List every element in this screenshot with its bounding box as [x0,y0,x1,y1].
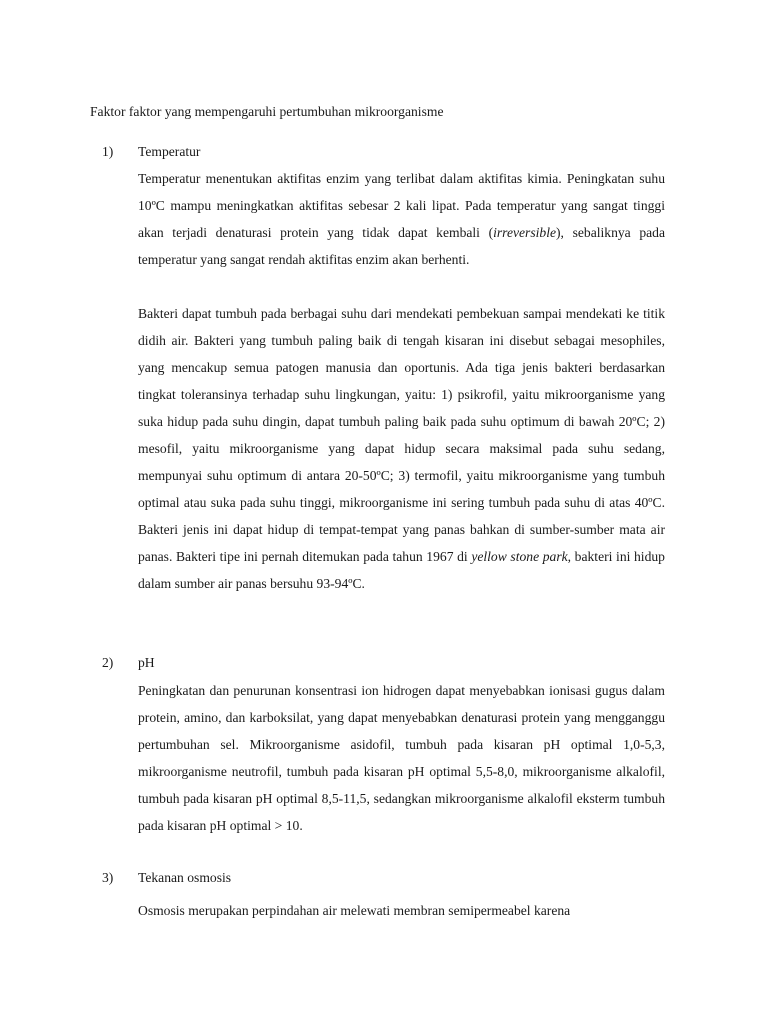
document-title: Faktor faktor yang mempengaruhi pertumbuhan mikroorganisme [90,104,444,119]
paragraph-text: , bakteri ini hidup dalam sumber air panas bersuhu 93-94ºC. [138,549,665,591]
section-heading-tekanan-osmosis: Tekanan osmosis [138,870,232,885]
section-heading-ph: pH [138,655,155,670]
section-heading-temperatur: Temperatur [138,144,201,159]
section-number-3: 3) [102,870,114,885]
paragraph-text: Bakteri dapat tumbuh pada berbagai suhu dari mendekati pembekuan sampai mendekati ke titik didih air. Bakteri yang tumbuh paling baik di tengah kisaran ini disebut sebagai mesophiles, yang mencakup semua patogen manusia dan oportunis. Ada tiga jenis bakteri berdasarkan tingkat toleransinya terhadap suhu lingkungan, yaitu: 1) psikrofil, yaitu mikroorganisme yang suka hidup pada suhu dingin, dapat tumbuh paling baik pada suhu optimum di bawah 20ºC; 2) mesofil, yaitu mikroorganisme yang dapat hidup secara maksimal pada suhu sedang, mempunyai suhu optimum di antara 20-50ºC; 3) termofil, yaitu mikroorganisme yang tumbuh optimal atau suka pada suhu tinggi, mikroorganisme ini sering tumbuh pada suhu di atas 40ºC. Bakteri jenis ini dapat hidup di tempat-tempat yang panas bahkan di sumber-sumber mata air panas. Bakteri tipe ini pernah ditemukan pada tahun 1967 di [138,306,665,564]
section-number-1: 1) [102,144,114,159]
section-number-2: 2) [102,655,114,670]
paragraph-ph: Peningkatan dan penurunan konsentrasi ion hidrogen dapat menyebabkan ionisasi gugus dalam protein, amino, dan karboksilat, yang dapat menyebabkan denaturasi protein yang mengganggu pertumbuhan sel. Mikroorganisme asidofil, tumbuh pada kisaran pH optimal 1,0-5,3, mikroorganisme neutrofil, tumbuh pada kisaran pH optimal 5,5-8,0, mikroorganisme alkalofil, tumbuh pada kisaran pH optimal 8,5-11,5, sedangkan mikroorganisme alkalofil eksterm tumbuh pada kisaran pH optimal > 10. [138,683,665,833]
italic-term-yellow-stone-park: yellow stone park [471,549,568,564]
paragraph-osmosis: Osmosis merupakan perpindahan air melewati membran semipermeabel karena [138,903,571,918]
paragraph-temperatur-bakteri [138,300,665,597]
italic-term-irreversible: irreversible [493,225,557,240]
paragraph-text: ), sebaliknya pada temperatur yang sangat rendah aktifitas enzim akan berhenti. [138,225,665,267]
paragraph-temperatur-enzim [138,165,665,273]
paragraph-text: Temperatur menentukan aktifitas enzim yang terlibat dalam aktifitas kimia. Peningkatan suhu 10ºC mampu meningkatkan aktifitas sebesar 2 kali lipat. Pada temperatur yang sangat tinggi akan terjadi denaturasi protein yang tidak dapat kembali ( [138,171,665,240]
